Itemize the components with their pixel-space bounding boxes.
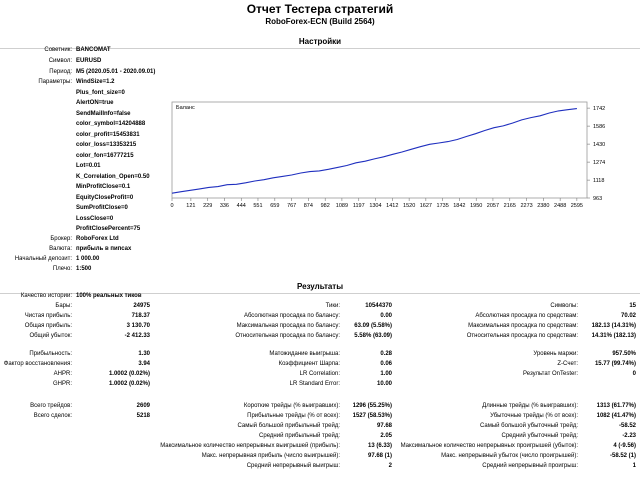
leverage-value: 1:500 xyxy=(76,266,92,272)
result-value: 1.30 xyxy=(138,351,150,357)
result-value: 0.06 xyxy=(380,361,392,367)
y-tick-label: 1118 xyxy=(593,178,605,185)
x-tick-label: 121 xyxy=(186,203,196,209)
x-tick-label: 767 xyxy=(287,203,297,209)
broker-value: RoboForex Ltd xyxy=(76,236,119,242)
result-value: 10.00 xyxy=(376,381,392,387)
param-item: color_loss=13353215 xyxy=(76,142,137,148)
currency-label: Валюта: xyxy=(49,246,72,252)
result-value: 97.68 xyxy=(376,423,392,429)
x-tick-label: 1627 xyxy=(419,203,432,209)
result-label: Макс. непрерывный убыток (число проигрышей): xyxy=(441,453,578,459)
x-tick-label: 659 xyxy=(270,203,280,209)
result-value: 1 xyxy=(632,463,636,469)
result-value: -58.52 xyxy=(618,423,636,429)
params-label: Параметры: xyxy=(38,79,72,85)
param-item: color_symbol=14204888 xyxy=(76,121,146,127)
result-label: Прибыльность: xyxy=(29,351,72,357)
x-tick-label: 1089 xyxy=(335,203,349,209)
result-label: Всего трейдов: xyxy=(30,403,72,409)
param-item: Lot=0.01 xyxy=(76,163,101,169)
result-value: 4 (-9.56) xyxy=(613,443,636,449)
param-item: WindSize=1.2 xyxy=(76,79,115,85)
param-item: MinProfitClose=0.1 xyxy=(76,184,131,190)
result-label: LR Standard Error: xyxy=(289,381,340,387)
settings-section-title: Настройки xyxy=(298,37,342,46)
result-label: Всего сделок: xyxy=(33,413,72,419)
x-tick-label: 2057 xyxy=(486,203,500,209)
x-tick-label: 1735 xyxy=(436,203,449,209)
x-tick-label: 874 xyxy=(303,203,313,209)
currency-value: прибыль в пипсах xyxy=(76,246,132,252)
result-label: Уровень маржи: xyxy=(533,351,578,357)
result-value: -2.23 xyxy=(622,433,636,439)
result-label: Самый большой убыточный трейд: xyxy=(479,423,578,429)
result-label: Чистая прибыль: xyxy=(24,313,72,319)
advisor-value: BANCOMAT xyxy=(76,47,111,53)
balance-chart xyxy=(170,100,615,220)
result-value: 182.13 (14.31%) xyxy=(591,323,636,329)
y-tick-label: 1586 xyxy=(593,124,606,131)
x-tick-label: 444 xyxy=(236,203,246,209)
report-title: Отчет Тестера стратегий xyxy=(246,2,394,16)
results-section-title: Результаты xyxy=(296,282,344,291)
result-value: 5218 xyxy=(136,413,150,419)
period-label: Период: xyxy=(49,69,72,75)
x-tick-label: 1520 xyxy=(403,203,416,209)
result-label: Символы: xyxy=(550,303,578,309)
result-value: 957.50% xyxy=(612,351,636,357)
y-tick-label: 963 xyxy=(593,196,603,202)
result-label: Средний прибыльный трейд: xyxy=(259,433,340,439)
y-tick-label: 1742 xyxy=(593,106,606,113)
result-value: 3.94 xyxy=(138,361,150,367)
x-tick-label: 1304 xyxy=(369,203,382,209)
result-value: 24975 xyxy=(133,303,150,309)
result-value: 10544370 xyxy=(365,303,392,309)
result-label: Средний убыточный трейд: xyxy=(501,433,578,439)
result-value: 15 xyxy=(629,303,636,309)
deposit-label: Начальный депозит: xyxy=(14,256,72,262)
result-label: Z-Счет: xyxy=(557,361,578,367)
x-tick-label: 1412 xyxy=(386,203,399,209)
series-label: Баланс xyxy=(176,105,195,111)
quality-label: Качество истории: xyxy=(20,293,72,299)
result-label: Результат OnTester: xyxy=(523,371,578,377)
result-label: Тики: xyxy=(325,303,340,309)
result-value: 1527 (58.53%) xyxy=(352,413,392,419)
advisor-label: Советник: xyxy=(44,47,72,53)
plot-frame xyxy=(172,102,587,198)
x-tick-label: 2595 xyxy=(570,203,583,209)
x-tick-label: 1197 xyxy=(352,203,365,209)
result-label: Матожидание выигрыша: xyxy=(269,351,340,357)
result-value: 97.68 (1) xyxy=(367,453,392,459)
result-label: Средний непрерывный выигрыш: xyxy=(246,463,340,469)
result-value: 0.00 xyxy=(380,313,392,319)
result-value: 0 xyxy=(632,371,636,377)
result-label: Средний непрерывный проигрыш: xyxy=(482,463,578,469)
x-tick-label: 982 xyxy=(320,203,330,209)
deposit-value: 1 000.00 xyxy=(76,256,100,262)
result-value: 2609 xyxy=(136,403,150,409)
result-value: 13 (6.33) xyxy=(367,443,392,449)
x-tick-label: 2165 xyxy=(503,203,516,209)
result-label: Макс. непрерывная прибыль (число выигрышей): xyxy=(201,453,340,459)
param-item: SumProfitClose=0 xyxy=(76,205,128,211)
result-value: 2 xyxy=(388,463,392,469)
result-label: Максимальное количество непрерывных проигрышей (убыток): xyxy=(400,443,578,449)
y-tick-label: 1274 xyxy=(593,160,606,167)
y-tick-label: 1430 xyxy=(593,142,606,149)
result-label: Максимальное количество непрерывных выигрышей (прибыль): xyxy=(160,443,340,449)
x-tick-label: 551 xyxy=(253,203,263,209)
result-value: -58.52 (1) xyxy=(609,453,636,459)
param-item: EquityCloseProfit=0 xyxy=(76,194,134,201)
broker-label: Брокер: xyxy=(50,236,72,242)
result-label: Прибыльные трейды (% от всех): xyxy=(247,413,340,419)
x-tick-label: 2488 xyxy=(554,203,567,209)
result-label: Общая прибыль: xyxy=(24,323,72,329)
result-value: 718.37 xyxy=(131,313,150,319)
param-item: color_fon=16777215 xyxy=(76,152,134,159)
result-label: Фактор восстановления: xyxy=(3,361,72,367)
result-value: 1082 (41.47%) xyxy=(596,413,636,419)
x-tick-label: 2380 xyxy=(537,203,550,209)
result-label: Убыточные трейды (% от всех): xyxy=(490,413,578,419)
result-label: Коэффициент Шарпа: xyxy=(278,361,340,367)
result-label: GHPR: xyxy=(52,381,72,387)
result-label: Общий убыток: xyxy=(29,333,72,339)
result-label: Максимальная просадка по средствам: xyxy=(468,323,578,329)
param-item: ProfitClosePercent=75 xyxy=(76,226,141,232)
result-label: Бары: xyxy=(55,303,72,309)
result-value: 1.00 xyxy=(380,371,392,377)
result-label: Абсолютная просадка по средствам: xyxy=(475,313,578,319)
result-label: Относительная просадка по средствам: xyxy=(466,333,578,339)
result-value: 0.28 xyxy=(380,351,392,357)
param-item: Plus_font_size=0 xyxy=(76,89,125,96)
x-tick-label: 1842 xyxy=(453,203,466,209)
result-label: Самый большой прибыльный трейд: xyxy=(237,423,340,429)
result-value: 2.05 xyxy=(380,433,392,439)
result-value: 1.0002 (0.02%) xyxy=(108,371,150,377)
symbol-label: Символ: xyxy=(48,58,72,64)
result-label: AHPR: xyxy=(53,371,72,377)
result-value: 70.02 xyxy=(620,313,636,319)
quality-value: 100% реальных тиков xyxy=(76,293,142,299)
result-label: Длинные трейды (% выигравших): xyxy=(482,403,578,409)
result-label: Относительная просадка по балансу: xyxy=(235,333,340,339)
result-label: Максимальная просадка по балансу: xyxy=(236,323,340,329)
leverage-label: Плечо: xyxy=(52,266,72,272)
x-tick-label: 0 xyxy=(170,203,174,209)
symbol-value: EURUSD xyxy=(76,58,102,64)
param-item: LossClose=0 xyxy=(76,215,114,222)
result-value: 1313 (61.77%) xyxy=(596,403,636,409)
result-label: Абсолютная просадка по балансу: xyxy=(243,313,340,319)
param-item: color_profit=15453831 xyxy=(76,131,140,138)
result-value: 1296 (55.25%) xyxy=(352,403,392,409)
result-value: 5.58% (63.09) xyxy=(354,333,392,339)
params-list xyxy=(76,77,150,235)
x-tick-label: 1950 xyxy=(470,203,483,209)
result-value: 3 130.70 xyxy=(126,323,150,329)
param-item: AlertON=true xyxy=(76,100,114,106)
param-item: K_Correlation_Open=0.50 xyxy=(76,173,150,180)
result-value: -2 412.33 xyxy=(124,333,150,339)
result-value: 15.77 (99.74%) xyxy=(594,361,636,367)
result-value: 63.09 (5.58%) xyxy=(354,323,392,329)
x-tick-label: 2273 xyxy=(520,203,533,209)
result-value: 1.0002 (0.02%) xyxy=(108,381,150,387)
period-value: M5 (2020.05.01 - 2020.09.01) xyxy=(76,69,156,75)
result-label: LR Correlation: xyxy=(299,371,340,377)
x-tick-label: 336 xyxy=(219,203,230,209)
report-subtitle: RoboForex-ECN (Build 2564) xyxy=(265,17,375,26)
result-value: 14.31% (182.13) xyxy=(591,333,636,339)
x-tick-label: 229 xyxy=(203,203,213,209)
param-item: SendMailInfo=false xyxy=(76,110,131,117)
result-label: Короткие трейды (% выигравших): xyxy=(243,403,340,409)
